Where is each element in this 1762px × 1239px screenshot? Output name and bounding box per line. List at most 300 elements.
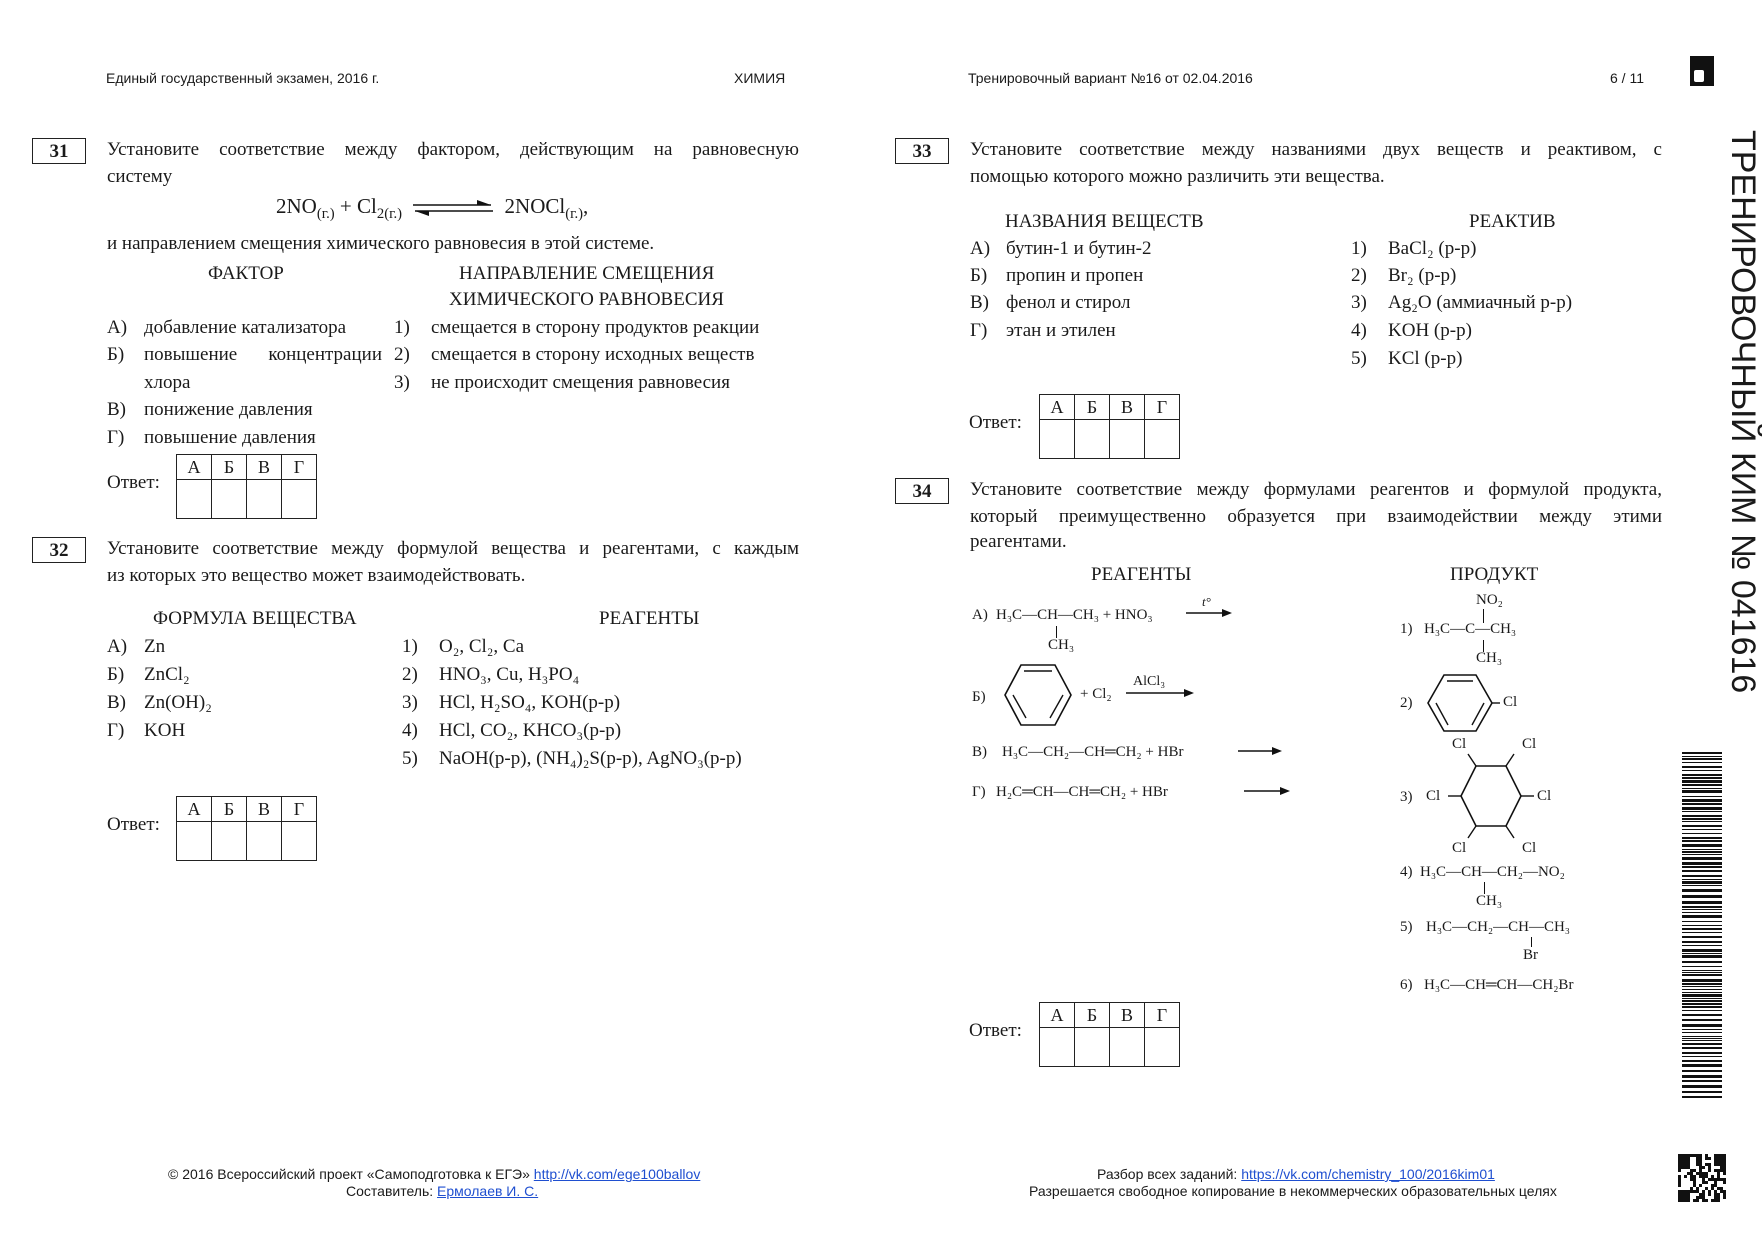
answer-col-header: Б: [1075, 395, 1110, 420]
qr-module: [1723, 1196, 1726, 1199]
qr-module: [1696, 1199, 1699, 1202]
product-1-bottom: CH₃: [1476, 650, 1503, 666]
barcode-bar: [1682, 966, 1722, 967]
answer-col-header: В: [1110, 1003, 1145, 1028]
qr-module: [1696, 1160, 1699, 1163]
barcode-bar: [1682, 825, 1722, 827]
qr-module: [1717, 1193, 1720, 1196]
barcode-bar: [1682, 912, 1722, 913]
answer-cell[interactable]: [212, 822, 247, 861]
question-34-text-line2: который преимущественно образуется при взаимодействии между этими: [970, 506, 1662, 527]
qr-module: [1723, 1178, 1726, 1181]
answer-col-header: В: [247, 797, 282, 822]
answer-cell[interactable]: [282, 822, 317, 861]
qr-module: [1714, 1193, 1717, 1196]
answer-col-header: Г: [282, 455, 317, 480]
product-3-cl: Cl: [1522, 840, 1537, 856]
barcode-bar: [1682, 1096, 1722, 1098]
answer-cell[interactable]: [247, 480, 282, 519]
qr-module: [1699, 1196, 1702, 1199]
question-31-col1-title: ФАКТОР: [208, 263, 284, 284]
footer-author-link[interactable]: Ермолаев И. С.: [437, 1183, 539, 1199]
reagent-number: 5): [402, 748, 418, 769]
reagent-text: Ag₂O (аммиачный р-р): [1388, 292, 1573, 313]
qr-module: [1723, 1157, 1726, 1160]
footer-review-link[interactable]: https://vk.com/chemistry_100/2016kim01: [1241, 1166, 1495, 1182]
qr-module: [1696, 1190, 1699, 1193]
product-3-cl: Cl: [1452, 736, 1467, 752]
qr-module: [1708, 1157, 1711, 1160]
answer-cell[interactable]: [1145, 1028, 1180, 1067]
barcode-bar: [1682, 1060, 1722, 1062]
qr-module: [1678, 1166, 1681, 1169]
qr-module: [1693, 1181, 1696, 1184]
barcode-bar: [1682, 752, 1722, 754]
qr-module: [1696, 1196, 1699, 1199]
reagent-text: Br₂ (р-р): [1388, 265, 1457, 286]
qr-module: [1702, 1181, 1705, 1184]
barcode-bar: [1682, 1052, 1722, 1054]
header-exam-title: Единый государственный экзамен, 2016 г.: [106, 70, 380, 86]
qr-module: [1714, 1154, 1717, 1157]
barcode-bar: [1682, 840, 1722, 842]
qr-module: [1681, 1166, 1684, 1169]
reagent-number: 2): [1351, 265, 1367, 286]
qr-module: [1711, 1199, 1714, 1202]
qr-module: [1705, 1157, 1708, 1160]
answer-col-header: В: [247, 455, 282, 480]
qr-module: [1702, 1172, 1705, 1175]
qr-module: [1720, 1169, 1723, 1172]
qr-module: [1693, 1178, 1696, 1181]
answer-cell[interactable]: [1145, 420, 1180, 459]
question-31-answer-label: Ответ:: [107, 472, 160, 493]
qr-module: [1702, 1190, 1705, 1193]
question-33-text-line2: помощью которого можно различить эти вещества.: [970, 166, 1385, 187]
arrow-icon: [1186, 608, 1232, 618]
qr-module: [1681, 1160, 1684, 1163]
barcode-bar: [1682, 1064, 1722, 1067]
header-page-number: 6 / 11: [1610, 70, 1644, 86]
barcode-bar: [1682, 766, 1722, 768]
barcode-bar: [1682, 936, 1722, 938]
qr-module: [1714, 1184, 1717, 1187]
reagent-number: 3): [1351, 292, 1367, 313]
side-variant-label: ТРЕНИРОВОЧНЫЙ КИМ № 041616: [1724, 130, 1762, 694]
barcode-bar: [1682, 1043, 1722, 1045]
barcode-bar: [1682, 998, 1722, 999]
benzene-ring-icon: [1002, 662, 1074, 728]
qr-module: [1681, 1190, 1684, 1193]
qr-module: [1702, 1166, 1705, 1169]
substance-letter: Г): [107, 720, 125, 741]
reagent-text: KOH (р-р): [1388, 320, 1472, 341]
factor-letter: А): [107, 317, 128, 338]
question-34-answer-table: [1039, 1002, 1180, 1067]
reagent-text: HCl, H₂SO₄, KOH(р-р): [439, 692, 621, 713]
product-4-formula: H₃C—CH—CH₂—NO₂: [1420, 864, 1565, 880]
qr-module: [1708, 1178, 1711, 1181]
qr-module: [1705, 1172, 1708, 1175]
qr-module: [1699, 1160, 1702, 1163]
direction-number: 1): [394, 317, 410, 338]
barcode-bar: [1682, 799, 1722, 802]
qr-module: [1684, 1175, 1687, 1178]
barcode-bar: [1682, 1070, 1722, 1072]
barcode-bar: [1682, 925, 1722, 926]
question-33-answer-table: [1039, 394, 1180, 459]
qr-module: [1684, 1199, 1687, 1202]
header-subject: ХИМИЯ: [734, 70, 786, 86]
qr-module: [1687, 1190, 1690, 1193]
qr-module: [1678, 1190, 1681, 1193]
qr-module: [1678, 1178, 1681, 1181]
qr-module: [1678, 1175, 1681, 1178]
qr-module: [1723, 1169, 1726, 1172]
qr-module: [1681, 1199, 1684, 1202]
answer-cell[interactable]: [1110, 420, 1145, 459]
pair-letter: В): [970, 292, 989, 313]
qr-module: [1687, 1157, 1690, 1160]
question-32-text-line1: Установите соответствие между формулой вещества и реагентами, с каждым: [107, 538, 799, 559]
answer-cell[interactable]: [1110, 1028, 1145, 1067]
barcode-bar: [1682, 1000, 1722, 1002]
substance-formula: ZnCl₂: [144, 664, 190, 685]
qr-module: [1684, 1157, 1687, 1160]
footer-review: [1097, 1166, 1495, 1182]
qr-module: [1714, 1163, 1717, 1166]
qr-module: [1720, 1154, 1723, 1157]
qr-module: [1705, 1199, 1708, 1202]
barcode-bar: [1682, 994, 1722, 997]
barcode-bar: [1682, 1029, 1722, 1030]
question-31-col2-title-1: НАПРАВЛЕНИЕ СМЕЩЕНИЯ: [459, 263, 715, 284]
answer-cell[interactable]: [1075, 420, 1110, 459]
barcode-bar: [1682, 970, 1722, 971]
qr-module: [1717, 1169, 1720, 1172]
qr-module: [1699, 1193, 1702, 1196]
product-2-cl: Cl: [1503, 694, 1518, 710]
product-6-formula: H₃C—CH═CH—CH₂Br: [1424, 977, 1574, 993]
product-3-cl: Cl: [1426, 788, 1441, 804]
product-1-label: 1): [1400, 621, 1413, 637]
footer-project-link[interactable]: http://vk.com/ege100ballov: [533, 1166, 701, 1182]
reagent-a-label: А): [972, 607, 988, 623]
barcode-bar: [1682, 756, 1722, 757]
pair-text: фенол и стирол: [1006, 292, 1131, 313]
qr-module: [1717, 1199, 1720, 1202]
factor-text: добавление катализатора: [144, 317, 347, 338]
question-33-answer-label: Ответ:: [969, 412, 1022, 433]
qr-module: [1681, 1154, 1684, 1157]
factor-text: повышение концентрации: [144, 344, 382, 365]
qr-module: [1678, 1169, 1681, 1172]
barcode-bar: [1682, 1036, 1722, 1037]
barcode-bar: [1682, 851, 1722, 853]
qr-module: [1720, 1160, 1723, 1163]
qr-module: [1696, 1154, 1699, 1157]
qr-module: [1684, 1196, 1687, 1199]
factor-text: повышение давления: [144, 427, 316, 448]
qr-module: [1705, 1154, 1708, 1157]
answer-col-header: Б: [212, 455, 247, 480]
qr-module: [1705, 1181, 1708, 1184]
equation-left-state: (г.): [316, 206, 335, 223]
qr-module: [1702, 1178, 1705, 1181]
qr-module: [1720, 1190, 1723, 1193]
barcode-bar: [1682, 829, 1722, 830]
qr-module: [1717, 1154, 1720, 1157]
factor-letter: Г): [107, 427, 125, 448]
barcode-bar: [1682, 815, 1722, 817]
barcode-bar: [1682, 803, 1722, 805]
footer-author-label: Составитель:: [346, 1183, 434, 1199]
qr-module: [1720, 1157, 1723, 1160]
qr-module: [1717, 1163, 1720, 1166]
qr-module: [1690, 1178, 1693, 1181]
qr-module: [1678, 1157, 1681, 1160]
question-32-number: 32: [32, 537, 86, 563]
chlorobenzene-ring-icon: [1426, 672, 1500, 734]
qr-code-icon: [1678, 1154, 1726, 1202]
qr-module: [1699, 1172, 1702, 1175]
qr-module: [1693, 1154, 1696, 1157]
answer-col-header: А: [1040, 395, 1075, 420]
barcode-bar: [1682, 928, 1722, 930]
qr-module: [1693, 1184, 1696, 1187]
qr-module: [1696, 1172, 1699, 1175]
qr-module: [1699, 1163, 1702, 1166]
barcode-bar: [1682, 770, 1722, 771]
barcode-bar: [1682, 762, 1722, 763]
qr-module: [1699, 1154, 1702, 1157]
qr-module: [1720, 1187, 1723, 1190]
qr-module: [1693, 1190, 1696, 1193]
barcode-bar: [1682, 784, 1722, 786]
pair-text: бутин-1 и бутин-2: [1006, 238, 1152, 259]
barcode-bar: [1682, 895, 1722, 898]
barcode-bar: [1682, 881, 1722, 884]
barcode-bar: [1682, 870, 1722, 872]
question-34-col1-title: РЕАГЕНТЫ: [1091, 564, 1192, 585]
pair-text: этан и этилен: [1006, 320, 1116, 341]
question-32-answer-table: [176, 796, 317, 861]
qr-module: [1693, 1169, 1696, 1172]
direction-number: 2): [394, 344, 410, 365]
qr-module: [1690, 1175, 1693, 1178]
question-32-text-line2: из которых это вещество может взаимодействовать.: [107, 565, 526, 586]
reagent-v-formula: H₃C—CH₂—CH═CH₂ + HBr: [1002, 744, 1184, 760]
answer-cell[interactable]: [247, 822, 282, 861]
barcode-bar: [1682, 1085, 1722, 1088]
qr-module: [1690, 1169, 1693, 1172]
qr-module: [1705, 1163, 1708, 1166]
qr-module: [1723, 1154, 1726, 1157]
answer-col-header: А: [177, 797, 212, 822]
reagent-number: 5): [1351, 348, 1367, 369]
barcode-bar: [1682, 1091, 1722, 1093]
corner-marker-icon: [1690, 56, 1714, 86]
product-1-formula: H₃C—C—CH₃: [1424, 621, 1517, 637]
barcode-bar: [1682, 1056, 1722, 1057]
answer-cell[interactable]: [177, 480, 212, 519]
barcode-bar: [1682, 837, 1722, 839]
reagent-number: 1): [1351, 238, 1367, 259]
qr-module: [1711, 1175, 1714, 1178]
question-31-answer-table: [176, 454, 317, 519]
qr-module: [1693, 1199, 1696, 1202]
qr-module: [1708, 1193, 1711, 1196]
reagent-g-label: Г): [972, 784, 986, 800]
qr-module: [1681, 1157, 1684, 1160]
answer-col-header: Б: [212, 797, 247, 822]
qr-module: [1690, 1172, 1693, 1175]
factor-letter: В): [107, 399, 126, 420]
barcode-bar: [1682, 909, 1722, 910]
barcode-bar: [1682, 915, 1722, 918]
reagent-text: NaOH(р-р), (NH₄)₂S(р-р), AgNO₃(р-р): [439, 748, 742, 769]
barcode-bar: [1682, 955, 1722, 958]
product-5-label: 5): [1400, 919, 1413, 935]
barcode-bar: [1682, 849, 1722, 850]
qr-module: [1717, 1178, 1720, 1181]
barcode-bar: [1682, 811, 1722, 812]
barcode-bar: [1682, 1040, 1722, 1041]
qr-module: [1717, 1160, 1720, 1163]
qr-module: [1678, 1196, 1681, 1199]
qr-module: [1702, 1196, 1705, 1199]
barcode-bar: [1682, 1003, 1722, 1005]
answer-col-header: В: [1110, 395, 1145, 420]
substance-letter: Б): [107, 664, 125, 685]
barcode-bar: [1682, 866, 1722, 868]
reagent-text: O₂, Cl₂, Ca: [439, 636, 525, 657]
barcode-bar: [1682, 821, 1722, 822]
barcode-bar: [1682, 1038, 1722, 1039]
qr-module: [1714, 1181, 1717, 1184]
equation-right-state: (г.): [565, 206, 584, 223]
header-variant: Тренировочный вариант №16 от 02.04.2016: [968, 70, 1253, 86]
reagent-number: 3): [402, 692, 418, 713]
barcode-bar: [1682, 983, 1722, 985]
answer-cell[interactable]: [1040, 1028, 1075, 1067]
footer-copyright: [168, 1166, 700, 1182]
product-3-label: 3): [1400, 789, 1413, 805]
barcode-bar: [1682, 862, 1722, 865]
qr-module: [1687, 1163, 1690, 1166]
qr-module: [1687, 1166, 1690, 1169]
reagent-v-label: В): [972, 744, 987, 760]
barcode-bar: [1682, 807, 1722, 810]
barcode-bar: [1682, 901, 1722, 904]
footer-author: [346, 1183, 538, 1199]
barcode-bar: [1682, 972, 1722, 973]
question-33-number: 33: [895, 138, 949, 164]
qr-module: [1684, 1166, 1687, 1169]
reagent-number: 2): [402, 664, 418, 685]
barcode-bar: [1682, 1024, 1722, 1027]
reagent-number: 1): [402, 636, 418, 657]
qr-module: [1687, 1172, 1690, 1175]
question-31-equation: [276, 194, 588, 223]
qr-module: [1687, 1193, 1690, 1196]
direction-number: 3): [394, 372, 410, 393]
answer-cell[interactable]: [1075, 1028, 1110, 1067]
qr-module: [1711, 1187, 1714, 1190]
barcode-bar: [1682, 889, 1722, 892]
qr-module: [1696, 1187, 1699, 1190]
qr-module: [1678, 1160, 1681, 1163]
question-32-answer-label: Ответ:: [107, 814, 160, 835]
question-34-col2-title: ПРОДУКТ: [1450, 564, 1539, 585]
barcode-bar: [1682, 875, 1722, 877]
product-5-formula: H₃C—CH₂—CH—CH₃: [1426, 919, 1571, 935]
barcode-bar: [1682, 949, 1722, 952]
substance-formula: Zn(OH)₂: [144, 692, 212, 713]
answer-col-header: А: [1040, 1003, 1075, 1028]
footer-license: Разрешается свободное копирование в некоммерческих образовательных целях: [1029, 1183, 1557, 1199]
answer-cell[interactable]: [177, 822, 212, 861]
qr-module: [1723, 1181, 1726, 1184]
barcode-bar: [1682, 961, 1722, 963]
qr-module: [1717, 1175, 1720, 1178]
question-31-text-line3: и направлением смещения химического равновесия в этой системе.: [107, 233, 655, 254]
reagent-text: KCl (р-р): [1388, 348, 1463, 369]
reagent-text: HCl, CO₂, KHCO₃(р-р): [439, 720, 622, 741]
barcode-icon: [1682, 752, 1722, 1102]
qr-module: [1696, 1163, 1699, 1166]
qr-module: [1699, 1175, 1702, 1178]
qr-module: [1723, 1166, 1726, 1169]
qr-module: [1678, 1163, 1681, 1166]
answer-cell[interactable]: [282, 480, 317, 519]
qr-module: [1714, 1178, 1717, 1181]
equation-tail: ,: [583, 194, 589, 218]
reagent-number: 4): [402, 720, 418, 741]
equation-plus-cl: + Cl: [334, 194, 377, 218]
barcode-bar: [1682, 833, 1722, 834]
direction-text: не происходит смещения равновесия: [431, 372, 730, 393]
answer-cell[interactable]: [1040, 420, 1075, 459]
qr-module: [1711, 1184, 1714, 1187]
product-4-bottom: CH₃: [1476, 893, 1503, 909]
answer-col-header: Г: [1145, 1003, 1180, 1028]
barcode-bar: [1682, 932, 1722, 933]
qr-module: [1699, 1157, 1702, 1160]
question-32-col2-title: РЕАГЕНТЫ: [599, 608, 700, 629]
answer-cell[interactable]: [212, 480, 247, 519]
barcode-bar: [1682, 774, 1722, 776]
barcode-bar: [1682, 921, 1722, 922]
qr-module: [1720, 1166, 1723, 1169]
barcode-bar: [1682, 854, 1722, 855]
substance-letter: А): [107, 636, 128, 657]
qr-module: [1714, 1199, 1717, 1202]
product-3-cl: Cl: [1452, 840, 1467, 856]
factor-letter: Б): [107, 344, 125, 365]
pair-letter: А): [970, 238, 991, 259]
barcode-bar: [1682, 796, 1722, 797]
qr-module: [1702, 1193, 1705, 1196]
reagent-text: HNO₃, Cu, H₃PO₄: [439, 664, 580, 685]
barcode-bar: [1682, 1047, 1722, 1049]
qr-module: [1687, 1160, 1690, 1163]
barcode-bar: [1682, 953, 1722, 954]
qr-module: [1681, 1196, 1684, 1199]
barcode-bar: [1682, 986, 1722, 987]
qr-module: [1714, 1196, 1717, 1199]
qr-module: [1699, 1169, 1702, 1172]
